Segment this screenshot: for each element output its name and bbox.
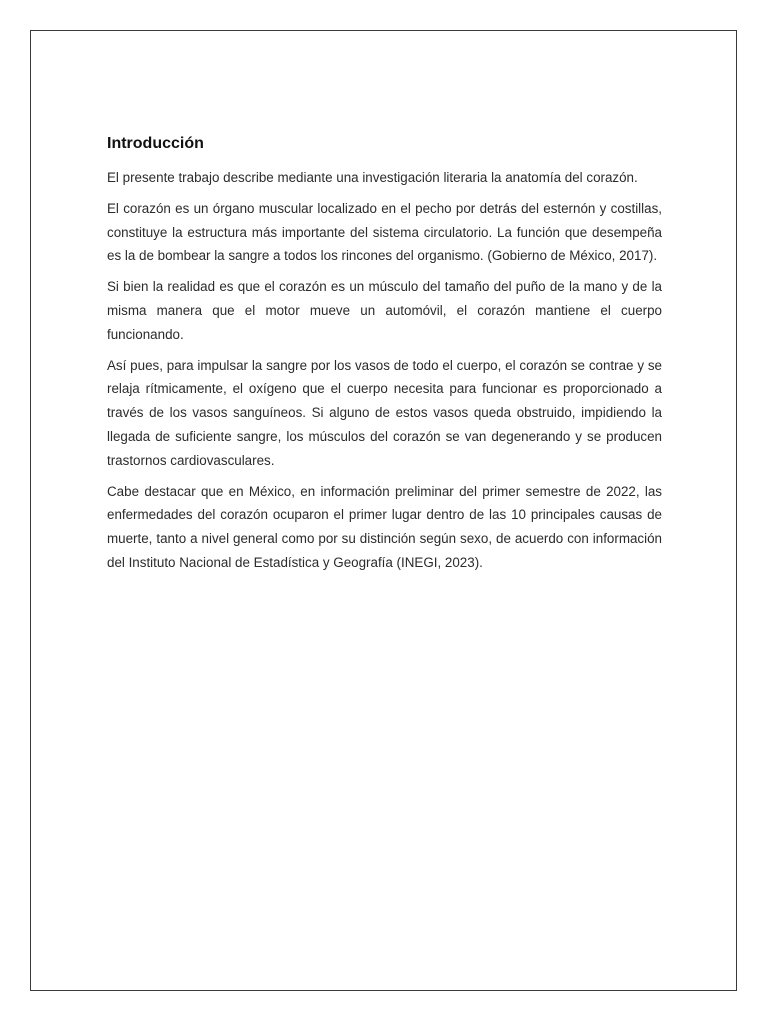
- paragraph-5: Cabe destacar que en México, en información preliminar del primer semestre de 2022, las enfermedades del corazón ocuparon el primer lugar dentro de las 10 principales causas de muerte, tanto a nivel general como por su distinción según sexo, de acuerdo con información del Instituto Nacional de Estadística y Geografía (INEGI, 2023).: [107, 483, 662, 570]
- document-body: [107, 134, 662, 582]
- paragraph-2: El corazón es un órgano muscular localizado en el pecho por detrás del esternón y costillas, constituye la estructura más importante del sistema circulatorio. La función que desempeña es la de bombear la sangre a todos los rincones del organismo. (Gobierno de México, 2017).: [107, 200, 662, 264]
- section-heading: Introducción: [107, 135, 204, 152]
- paragraph-3: Si bien la realidad es que el corazón es un músculo del tamaño del puño de la mano y de la misma manera que el motor mueve un automóvil, el corazón mantiene el cuerpo funcionando.: [107, 279, 662, 342]
- paragraph-1: El presente trabajo describe mediante una investigación literaria la anatomía del corazón.: [107, 170, 638, 185]
- document-page: [30, 30, 737, 991]
- paragraph-4: Así pues, para impulsar la sangre por los vasos de todo el cuerpo, el corazón se contrae y se relaja rítmicamente, el oxígeno que el cuerpo necesita para funcionar es proporcionado a través de los vasos sanguíneos. Si alguno de estos vasos queda obstruido, impidiendo la llegada de suficiente sangre, los músculos del corazón se van degenerando y se producen trastornos cardiovasculares.: [107, 357, 662, 468]
